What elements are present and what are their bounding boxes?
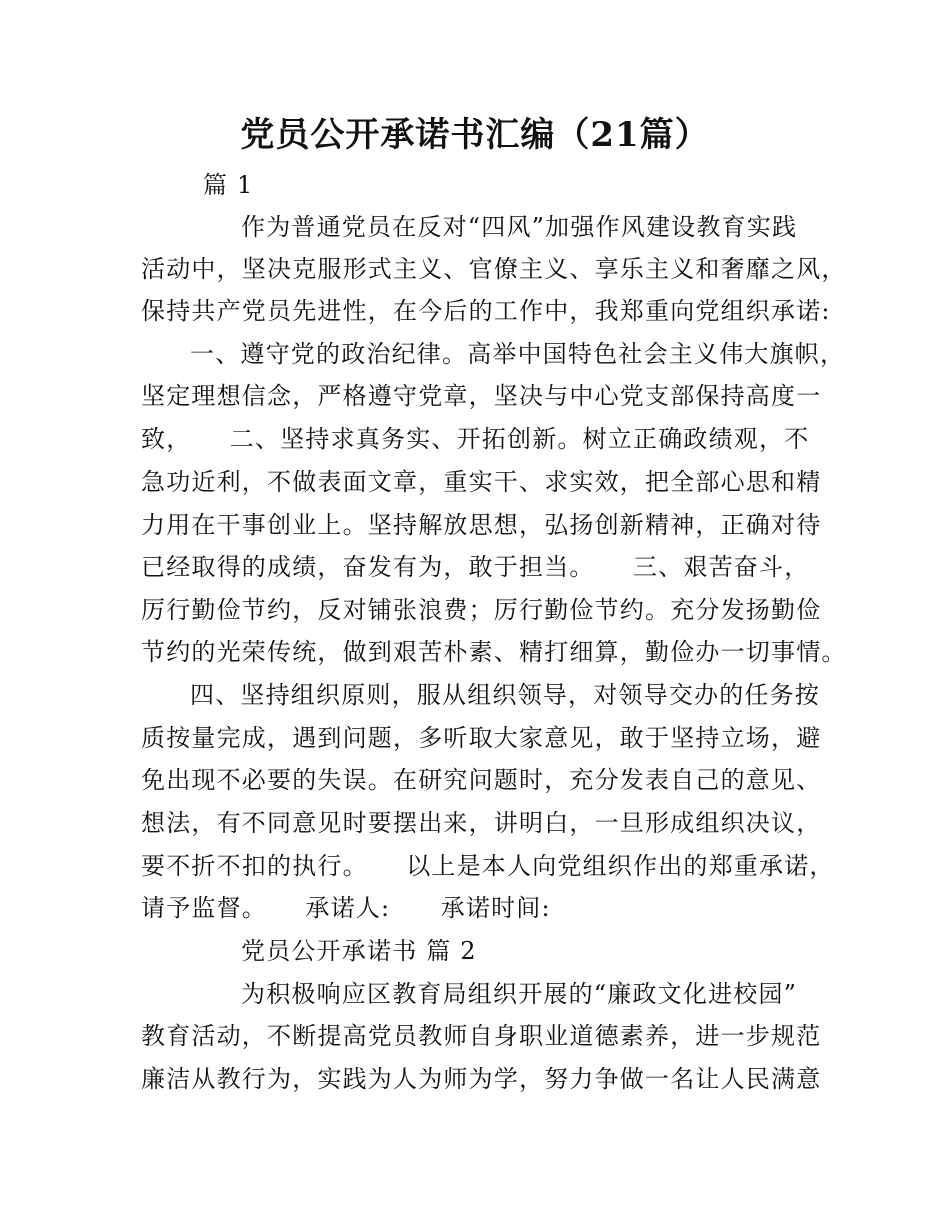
paragraph-line: 想法，有不同意见时要摆出来，讲明白，一旦形成组织决议，	[141, 809, 822, 837]
paragraph-line: 节约的光荣传统，做到艰苦朴素、精打细算，勤俭办一切事情。	[141, 638, 847, 666]
paragraph-line: 作为普通党员在反对“四风”加强作风建设教育实践	[241, 213, 798, 241]
paragraph-line: 请予监督。 承诺人: 承诺时间:	[141, 894, 551, 922]
paragraph-line: 质按量完成，遇到问题，多听取大家意见，敢于坚持立场，避	[141, 724, 822, 752]
paragraph-line: 廉洁从教行为，实践为人为师为学，努力争做一名让人民满意	[141, 1065, 822, 1093]
section-heading-2: 党员公开承诺书 篇 2	[241, 937, 477, 965]
paragraph-line: 要不折不扣的执行。 以上是本人向党组织作出的郑重承诺，	[141, 852, 835, 880]
paragraph-line: 急功近利，不做表面文章，重实干、求实效，把全部心思和精	[141, 468, 822, 496]
paragraph-line: 四、坚持组织原则，服从组织领导，对领导交办的任务按	[190, 681, 820, 709]
paragraph-line: 坚定理想信念，严格遵守党章，坚决与中心党支部保持高度一	[141, 382, 822, 410]
section-heading-1: 篇 1	[203, 171, 254, 199]
paragraph-line: 为积极响应区教育局组织开展的“廉政文化进校园”	[241, 980, 798, 1008]
paragraph-line: 力用在干事创业上。坚持解放思想，弘扬创新精神，正确对待	[141, 511, 822, 539]
paragraph-line: 活动中，坚决克服形式主义、官僚主义、享乐主义和奢靡之风，	[141, 255, 847, 283]
paragraph-line: 已经取得的成绩，奋发有为，敢于担当。 三、艰苦奋斗，	[141, 553, 810, 581]
paragraph-line: 一、遵守党的政治纪律。高举中国特色社会主义伟大旗帜，	[190, 340, 846, 368]
paragraph-line: 保持共产党员先进性，在今后的工作中，我郑重向党组织承诺:	[141, 297, 831, 325]
paragraph-line: 厉行勤俭节约，反对铺张浪费；厉行勤俭节约。充分发扬勤俭	[141, 596, 822, 624]
paragraph-line: 免出现不必要的失误。在研究问题时，充分发表自己的意见、	[141, 766, 822, 794]
document-title: 党员公开承诺书汇编（21篇）	[240, 115, 710, 155]
paragraph-line: 教育活动，不断提高党员教师自身职业道德素养，进一步规范	[141, 1022, 822, 1050]
paragraph-line: 致， 二、坚持求真务实、开拓创新。树立正确政绩观，不	[141, 425, 810, 453]
